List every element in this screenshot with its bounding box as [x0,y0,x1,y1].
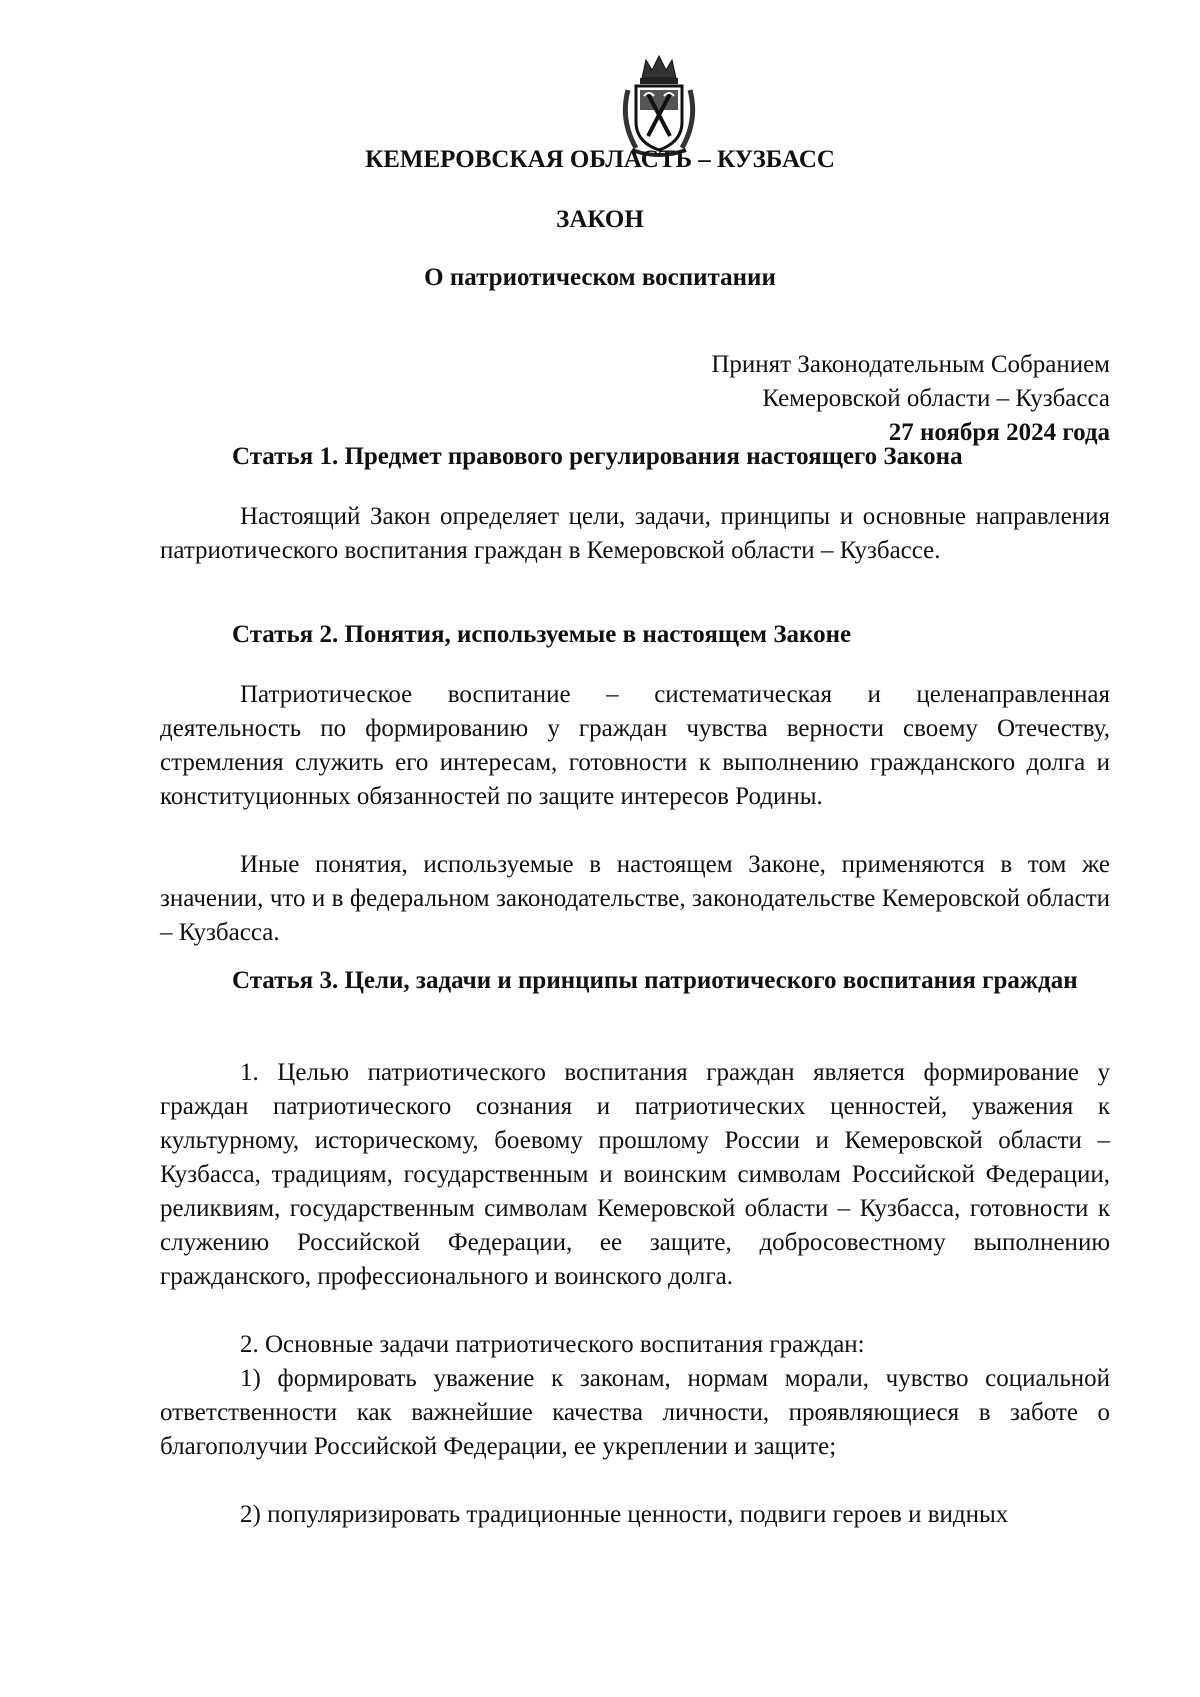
law-title: О патриотическом воспитании [424,264,776,291]
adoption-block [711,348,1110,450]
document-type: ЗАКОН [556,206,644,233]
article-3-list-item-1: 1) формировать уважение к законам, нормам морали, чувство социальной ответственности как важнейшие качества личности, проявляющиеся в заботе о благополучии Российской Федерации, ее укреплении и защите; [160,1365,1110,1460]
adoption-date: 27 ноября 2024 года [888,419,1110,446]
article-3-heading: Статья 3. Цели, задачи и принципы патриотического воспитания граждан [232,967,1078,994]
region-title: КЕМЕРОВСКАЯ ОБЛАСТЬ – КУЗБАСС [365,146,835,173]
adoption-line-2: Кемеровской области – Кузбасса [762,385,1110,412]
article-2-paragraph-2: Иные понятия, используемые в настоящем Законе, применяются в том же значении, что и в федеральном законодательстве, законодательстве Кемеровской области – Кузбасса. [160,851,1110,946]
article-3-paragraph-1: 1. Целью патриотического воспитания граждан является формирование у граждан патриотического сознания и патриотических ценностей, уважения к культурному, историческому, боевому прошлому России и Кемеровской области – Кузбасса, традициям, государственным и воинским символам Российской Федерации, реликвиям, государственным символам Кемеровской области – Кузбасса, готовности к служению Российской Федерации, ее защите, добросовестному выполнению гражданского, профессионального и воинского долга. [160,1059,1110,1290]
article-3-list-item-2: 2) популяризировать традиционные ценности, подвиги героев и видных [240,1501,1009,1528]
coat-of-arms-icon [616,50,702,160]
article-2-heading: Статья 2. Понятия, используемые в настоящем Законе [232,621,852,648]
adoption-line-1: Принят Законодательным Собранием [711,351,1110,378]
article-2-paragraph-1: Патриотическое воспитание – систематическая и целенаправленная деятельность по формированию у граждан чувства верности своему Отечеству, стремления служить его интересам, готовности к выполнению гражданского долга и конституционных обязанностей по защите интересов Родины. [160,681,1110,810]
article-1-paragraph: Настоящий Закон определяет цели, задачи, принципы и основные направления патриотического воспитания граждан в Кемеровской области – Кузбассе. [160,503,1110,564]
article-3-paragraph-2: 2. Основные задачи патриотического воспитания граждан: [240,1331,865,1358]
article-1-heading: Статья 1. Предмет правового регулирования настоящего Закона [232,443,963,470]
